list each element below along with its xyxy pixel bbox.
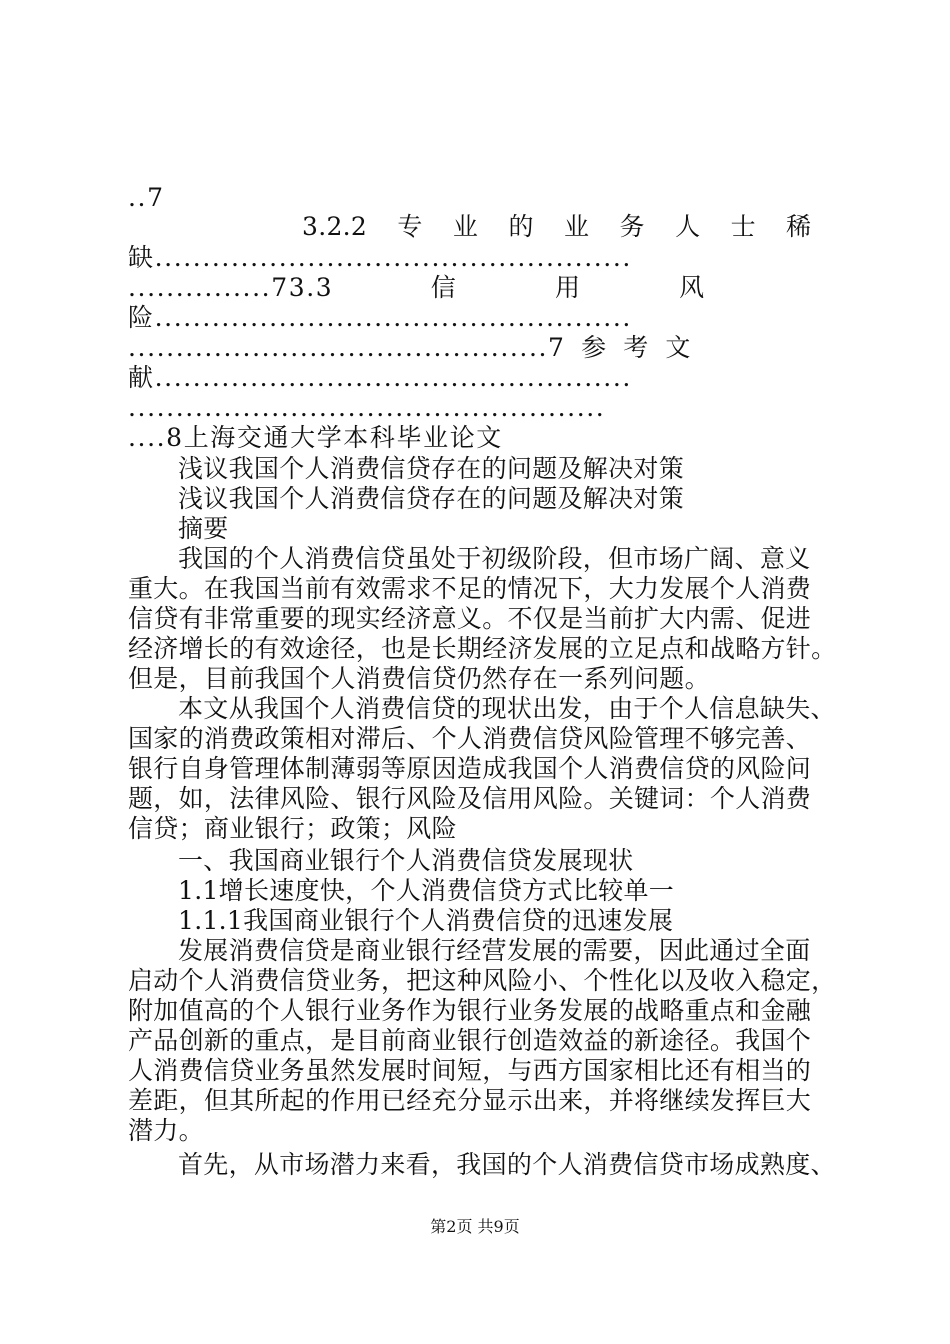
toc-line: ...............73.3 信 用 风 — [128, 273, 706, 302]
toc-line: ..7 — [128, 183, 165, 212]
abstract-line: 但是，目前我国个人消费信贷仍然存在一系列问题。 — [128, 664, 710, 693]
body-line: 附加值高的个人银行业务作为银行业务发展的战略重点和金融 — [128, 996, 812, 1025]
abstract-line: 经济增长的有效途径，也是长期经济发展的立足点和战略方针。 — [128, 634, 837, 663]
paper-title: 浅议我国个人消费信贷存在的问题及解决对策 — [178, 454, 685, 483]
toc-line: .................................................. — [128, 393, 606, 422]
body-line: 产品创新的重点，是目前商业银行创造效益的新途径。我国个 — [128, 1026, 812, 1055]
abstract-heading: 摘要 — [178, 514, 229, 543]
abstract-line: 重大。在我国当前有效需求不足的情况下，大力发展个人消费 — [128, 574, 812, 603]
subsection-heading: 1.1增长速度快，个人消费信贷方式比较单一 — [178, 876, 675, 905]
toc-line: 献.................................................. — [128, 363, 632, 392]
toc-line: 险.................................................. — [128, 303, 632, 332]
abstract-line: 本文从我国个人消费信贷的现状出发，由于个人信息缺失、 — [178, 694, 836, 723]
abstract-line: 国家的消费政策相对滞后、个人消费信贷风险管理不够完善、 — [128, 724, 812, 753]
body-line: 首先，从市场潜力来看，我国的个人消费信贷市场成熟度、 — [178, 1150, 836, 1179]
body-line: 发展消费信贷是商业银行经营发展的需要，因此通过全面 — [178, 936, 811, 965]
abstract-line: 我国的个人消费信贷虽处于初级阶段，但市场广阔、意义 — [178, 544, 811, 573]
page-footer: 第2页 共9页 — [430, 1217, 520, 1236]
section-heading: 一、我国商业银行个人消费信贷发展现状 — [178, 846, 634, 875]
abstract-line: 信贷有非常重要的现实经济意义。不仅是当前扩大内需、促进 — [128, 604, 812, 633]
abstract-line: 题，如，法律风险、银行风险及信用风险。关键词：个人消费 — [128, 784, 812, 813]
body-line: 差距，但其所起的作用已经充分显示出来，并将继续发挥巨大 — [128, 1086, 812, 1115]
body-line: 启动个人消费信贷业务，把这种风险小、个性化以及收入稳定， — [128, 966, 837, 995]
abstract-line: 银行自身管理体制薄弱等原因造成我国个人消费信贷的风险问 — [128, 754, 812, 783]
toc-line: 缺.................................................. — [128, 243, 632, 272]
body-line: 潜力。 — [128, 1116, 204, 1145]
subsubsection-heading: 1.1.1我国商业银行个人消费信贷的迅速发展 — [178, 906, 674, 935]
keywords-line: 信贷；商业银行；政策；风险 — [128, 814, 457, 843]
toc-line: ....8上海交通大学本科毕业论文 — [128, 423, 503, 452]
toc-line: ............................................7 参 考 文 — [128, 333, 693, 362]
body-line: 人消费信贷业务虽然发展时间短，与西方国家相比还有相当的 — [128, 1056, 812, 1085]
toc-line: 3.2.2 专 业 的 业 务 人 士 稀 — [302, 212, 812, 241]
paper-title-repeat: 浅议我国个人消费信贷存在的问题及解决对策 — [178, 484, 685, 513]
